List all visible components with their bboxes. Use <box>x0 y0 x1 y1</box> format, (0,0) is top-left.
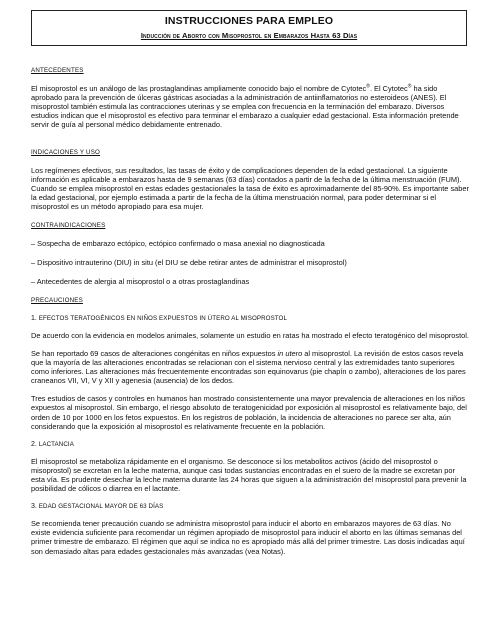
registered-mark: ® <box>407 83 412 90</box>
contraindication-item: – Sospecha de embarazo ectópico, ectópico confirmado o masa anexial no diagnosticada <box>31 239 325 249</box>
paragraph-text: al misoprostol. La revisión de estos casos revela que la mayoría de las alteraciones encontradas se relacionan con el sistema nervioso central y las extremidades tanto superiores como inferiores. Las alteraciones más frecuentemente encontradas son equinovarus (pie chapín o zambo), alteraciones de los pares craneanos VII, VI, V y XII y agenesia (ausencia) de los dedos. <box>31 348 466 386</box>
subsection-number: 3. <box>31 503 39 511</box>
subsection-heading-teratogenic <box>31 314 469 323</box>
subsection-title: EDAD GESTACIONAL MAYOR DE 63 DÍAS <box>38 503 164 511</box>
precauciones-paragraph: Tres estudios de casos y controles en humanos han mostrado consistentemente una mayor prevalencia de alteraciones en los niños expuestos al misoprostol. Sin embargo, el riesgo absoluto de teratogenicidad por exposición al misoprostol es relativamente bajo, del orden de 10 por 1000 en los fetos expuestos. En los registros de población, la incidencia de alteraciones no parece ser alta, aún considerando que la exposición al misoprostol es relativamente frecuente en la población. <box>31 394 467 431</box>
subsection-number: 1. <box>31 314 39 322</box>
antecedentes-paragraph <box>31 84 469 129</box>
subsection-title: EFECTOS TERATOGÉNICOS EN NIÑOS EXPUESTOS IN ÚTERO AL MISOPROSTOL <box>38 314 288 322</box>
title-box <box>31 10 467 46</box>
paragraph-text: Se han reportado 69 casos de alteraciones congénitas en niños expuestos <box>31 348 278 358</box>
antecedentes-text-c: ha sido aprobado para la prevención de úlceras gástricas asociadas a la administración de antiinflamatorios no esteroideos (ANES). El misoprostol también estimula las contracciones uterinas y se emplea con frecuencia en la terminación del embarazo. Diversos estudios indican que el misoprostol es efectivo para terminar el embarazo a cualquier edad gestacional. Esta información pretende servir de guía al personal médico debidamente entrenado. <box>31 84 459 130</box>
subsection-heading-edad <box>31 502 469 511</box>
section-heading-indicaciones: INDICACIONES Y USO <box>31 148 101 156</box>
subsection-number: 2. <box>31 440 39 448</box>
edad-paragraph: Se recomienda tener precaución cuando se administra misoprostol para inducir el aborto en embarazos mayores de 63 días. No existe evidencia suficiente para recomendar un régimen apropiado de misoprostol para inducir el aborto en las últimas semanas del primer trimestre de embarazo. El régimen que aquí se indica no es apropiado más allá del primer trimestre. Las dosis indicadas aquí son demasiado altas para edades gestacionales más avanzadas (vea Notas). <box>31 519 465 556</box>
contraindication-item: – Antecedentes de alergia al misoprostol o a otras prostaglandinas <box>31 276 250 286</box>
precauciones-paragraph: De acuerdo con la evidencia en modelos animales, solamente un estudio en ratas ha mostrado el efecto teratogénico del misoprostol. <box>31 330 469 340</box>
page-subtitle: Inducción de Aborto con Misoprostol en Embarazos Hasta 63 Días <box>140 31 358 40</box>
indicaciones-paragraph: Los regímenes efectivos, sus resultados, las tasas de éxito y de complicaciones dependen de la edad gestacional. La siguiente información es aplicable a embarazos hasta de 9 semanas (63 días) contados a partir de la fecha de la última menstruación (FUM). Cuando se emplea misoprostol en estas edades gestacionales la tasa de éxito es aproximadamente del 85-90%. Es importante saber la edad gestacional, por ejemplo estimada a partir de la fecha de la última menstruación normal, para poder determinar si el misoprostol es un método apropiado para esa mujer. <box>31 165 469 212</box>
section-heading-precauciones: PRECAUCIONES <box>31 296 83 304</box>
subsection-title: LACTANCIA <box>38 440 74 448</box>
precauciones-paragraph <box>31 349 469 385</box>
document-body <box>31 56 469 565</box>
subsection-heading-lactancia <box>31 440 469 449</box>
section-heading-contraindicaciones: CONTRAINDICACIONES <box>31 222 106 230</box>
registered-mark: ® <box>366 83 370 90</box>
section-heading-antecedentes: ANTECEDENTES <box>31 67 84 74</box>
contraindication-item: – Dispositivo intrauterino (DIU) in situ (el DIU se debe retirar antes de administrar el misoprostol) <box>31 257 347 267</box>
antecedentes-text-b: . El Cytotec <box>369 84 408 94</box>
antecedentes-text-a: El misoprostol es un análogo de las prostaglandinas ampliamente conocido bajo el nombre de Cytotec <box>31 84 367 94</box>
paragraph-emphasis: in utero <box>277 348 303 358</box>
lactancia-paragraph: El misoprostol se metaboliza rápidamente en el organismo. Se desconoce si los metabolitos activos (ácido del misoprostol o misoprostol) se excretan en la leche materna, aunque casi todas sustancias encontradas en el suero de la madre se excretan por esta vía. Es prudente desechar la leche materna durante las 24 horas que siguen a la administración del misoprostol para prevenir la posibilidad de cólicos o diarrea en el lactante. <box>31 456 467 494</box>
page-title: INSTRUCCIONES PARA EMPLEO <box>164 15 334 27</box>
